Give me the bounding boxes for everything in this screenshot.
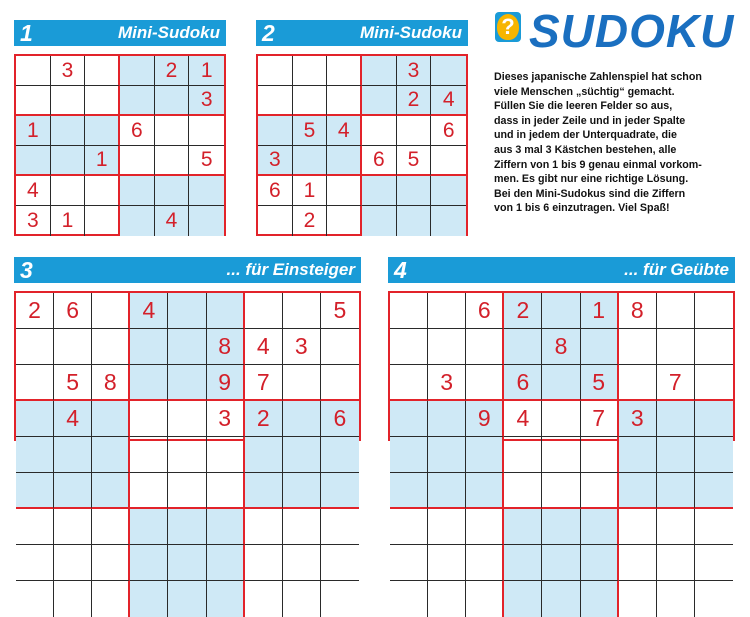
sudoku-cell[interactable] (657, 473, 695, 509)
sudoku-cell[interactable] (390, 437, 428, 473)
sudoku-cell[interactable] (92, 293, 130, 329)
sudoku-cell[interactable] (397, 176, 432, 206)
sudoku-cell[interactable] (542, 293, 580, 329)
sudoku-cell[interactable]: 4 (327, 116, 362, 146)
sudoku-cell[interactable] (245, 509, 283, 545)
sudoku-cell[interactable] (321, 473, 359, 509)
sudoku-cell[interactable] (283, 437, 321, 473)
sudoku-cell[interactable]: 3 (189, 86, 224, 116)
sudoku-cell[interactable] (189, 206, 224, 236)
sudoku-cell[interactable] (695, 365, 733, 401)
sudoku-cell[interactable] (362, 116, 397, 146)
sudoku-cell[interactable] (51, 146, 86, 176)
sudoku-cell[interactable] (428, 545, 466, 581)
puzzle-3-title: ... für Einsteiger (226, 260, 355, 279)
puzzle-2-grid (256, 54, 468, 236)
sudoku-cell[interactable] (431, 146, 466, 176)
sudoku-cell[interactable] (54, 437, 92, 473)
sudoku-cell[interactable]: 7 (657, 365, 695, 401)
sudoku-cell[interactable]: 3 (258, 146, 293, 176)
sudoku-cell[interactable] (321, 329, 359, 365)
sudoku-cell[interactable] (54, 509, 92, 545)
sudoku-cell[interactable] (130, 437, 168, 473)
sudoku-cell[interactable]: 4 (245, 329, 283, 365)
sudoku-cell[interactable] (168, 293, 206, 329)
sudoku-cell[interactable] (293, 56, 328, 86)
sudoku-cell[interactable] (695, 581, 733, 617)
sudoku-cell[interactable] (258, 206, 293, 236)
sudoku-cell[interactable] (189, 176, 224, 206)
sudoku-cell[interactable] (581, 437, 619, 473)
sudoku-cell[interactable] (431, 176, 466, 206)
sudoku-cell[interactable] (504, 509, 542, 545)
sudoku-cell[interactable] (155, 146, 190, 176)
sudoku-cell[interactable] (120, 146, 155, 176)
sudoku-cell[interactable] (428, 293, 466, 329)
sudoku-cell[interactable] (85, 116, 120, 146)
sudoku-cell[interactable] (54, 473, 92, 509)
sudoku-cell[interactable] (657, 509, 695, 545)
sudoku-cell[interactable]: 2 (397, 86, 432, 116)
sudoku-cell[interactable] (92, 401, 130, 437)
sudoku-cell[interactable] (390, 545, 428, 581)
sudoku-cell[interactable] (428, 329, 466, 365)
sudoku-cell[interactable] (85, 176, 120, 206)
sudoku-cell[interactable] (619, 365, 657, 401)
sudoku-cell[interactable] (581, 545, 619, 581)
sudoku-cell[interactable]: 2 (245, 401, 283, 437)
sudoku-cell[interactable] (466, 509, 504, 545)
sudoku-cell[interactable] (390, 509, 428, 545)
sudoku-cell[interactable] (695, 509, 733, 545)
puzzle-2-number: 2 (262, 20, 275, 46)
sudoku-cell[interactable] (581, 509, 619, 545)
sudoku-cell[interactable] (321, 509, 359, 545)
sudoku-cell[interactable] (431, 206, 466, 236)
sudoku-cell[interactable] (466, 329, 504, 365)
sudoku-cell[interactable] (130, 365, 168, 401)
sudoku-cell[interactable]: 4 (155, 206, 190, 236)
sudoku-cell[interactable] (168, 365, 206, 401)
sudoku-cell[interactable] (327, 176, 362, 206)
sudoku-cell[interactable]: 1 (16, 116, 51, 146)
sudoku-cell[interactable] (155, 176, 190, 206)
sudoku-cell[interactable] (619, 437, 657, 473)
sudoku-cell[interactable]: 1 (581, 293, 619, 329)
puzzle-4-number: 4 (394, 257, 407, 283)
sudoku-cell[interactable] (51, 176, 86, 206)
sudoku-cell[interactable] (120, 56, 155, 86)
sudoku-cell[interactable] (542, 365, 580, 401)
sudoku-cell[interactable] (695, 401, 733, 437)
sudoku-cell[interactable] (130, 581, 168, 617)
sudoku-cell[interactable] (92, 581, 130, 617)
sudoku-cell[interactable] (327, 56, 362, 86)
sudoku-cell[interactable] (695, 293, 733, 329)
sudoku-cell[interactable] (327, 86, 362, 116)
puzzle-3-header (14, 257, 361, 283)
sudoku-cell[interactable]: 6 (466, 293, 504, 329)
sudoku-cell[interactable]: 3 (283, 329, 321, 365)
sudoku-cell[interactable] (390, 473, 428, 509)
sudoku-cell[interactable]: 8 (207, 329, 245, 365)
sudoku-cell[interactable]: 4 (504, 401, 542, 437)
sudoku-cell[interactable] (390, 581, 428, 617)
sudoku-cell[interactable] (542, 545, 580, 581)
sudoku-cell[interactable]: 8 (619, 293, 657, 329)
sudoku-cell[interactable] (16, 581, 54, 617)
sudoku-cell[interactable] (54, 581, 92, 617)
sudoku-cell[interactable]: 7 (245, 365, 283, 401)
sudoku-cell[interactable] (327, 206, 362, 236)
sudoku-cell[interactable] (657, 401, 695, 437)
sudoku-cell[interactable]: 6 (362, 146, 397, 176)
sudoku-cell[interactable]: 2 (16, 293, 54, 329)
sudoku-cell[interactable] (321, 581, 359, 617)
sudoku-cell[interactable] (245, 581, 283, 617)
sudoku-cell[interactable] (362, 176, 397, 206)
sudoku-cell[interactable]: 4 (431, 86, 466, 116)
sudoku-cell[interactable] (120, 86, 155, 116)
sudoku-cell[interactable] (207, 545, 245, 581)
sudoku-cell[interactable] (51, 86, 86, 116)
sudoku-cell[interactable] (130, 329, 168, 365)
sudoku-cell[interactable] (542, 581, 580, 617)
sudoku-cell[interactable]: 5 (581, 365, 619, 401)
puzzle-4-title: ... für Geübte (624, 260, 729, 279)
sudoku-cell[interactable] (207, 509, 245, 545)
sudoku-cell[interactable]: 4 (130, 293, 168, 329)
sudoku-cell[interactable] (245, 473, 283, 509)
sudoku-cell[interactable] (168, 473, 206, 509)
sudoku-cell[interactable] (245, 437, 283, 473)
sudoku-cell[interactable] (362, 56, 397, 86)
puzzle-1-title: Mini-Sudoku (118, 23, 220, 42)
sudoku-cell[interactable]: 8 (542, 329, 580, 365)
sudoku-cell[interactable] (327, 146, 362, 176)
sudoku-cell[interactable] (130, 473, 168, 509)
sudoku-cell[interactable] (390, 293, 428, 329)
sudoku-cell[interactable] (321, 437, 359, 473)
sudoku-cell[interactable] (120, 206, 155, 236)
sudoku-cell[interactable]: 1 (189, 56, 224, 86)
sudoku-cell[interactable] (619, 581, 657, 617)
sudoku-cell[interactable] (92, 509, 130, 545)
sudoku-cell[interactable]: 2 (293, 206, 328, 236)
puzzle-1-number: 1 (20, 20, 33, 46)
sudoku-cell[interactable]: 9 (466, 401, 504, 437)
sudoku-cell[interactable] (504, 581, 542, 617)
sudoku-cell[interactable] (283, 365, 321, 401)
sudoku-cell[interactable] (542, 509, 580, 545)
sudoku-cell[interactable] (155, 116, 190, 146)
sudoku-cell[interactable]: 3 (397, 56, 432, 86)
sudoku-cell[interactable] (283, 473, 321, 509)
sudoku-cell[interactable] (695, 437, 733, 473)
sudoku-cell[interactable]: 3 (16, 206, 51, 236)
sudoku-cell[interactable] (283, 509, 321, 545)
sudoku-cell[interactable] (657, 581, 695, 617)
sudoku-cell[interactable]: 6 (504, 365, 542, 401)
sudoku-cell[interactable] (362, 86, 397, 116)
sudoku-cell[interactable] (207, 293, 245, 329)
sudoku-cell[interactable] (542, 437, 580, 473)
sudoku-cell[interactable] (390, 329, 428, 365)
sudoku-cell[interactable]: 5 (321, 293, 359, 329)
sudoku-cell[interactable] (466, 545, 504, 581)
sudoku-cell[interactable]: 6 (54, 293, 92, 329)
sudoku-cell[interactable] (130, 545, 168, 581)
sudoku-cell[interactable] (542, 401, 580, 437)
sudoku-cell[interactable] (504, 473, 542, 509)
puzzle-4-header (388, 257, 735, 283)
sudoku-cell[interactable]: 4 (54, 401, 92, 437)
sudoku-cell[interactable] (155, 86, 190, 116)
sudoku-cell[interactable]: 6 (431, 116, 466, 146)
sudoku-cell[interactable] (168, 509, 206, 545)
sudoku-cell[interactable] (16, 509, 54, 545)
sudoku-cell[interactable] (657, 293, 695, 329)
sudoku-cell[interactable] (695, 329, 733, 365)
sudoku-cell[interactable]: 5 (189, 146, 224, 176)
sudoku-cell[interactable] (54, 545, 92, 581)
sudoku-cell[interactable]: 6 (258, 176, 293, 206)
sudoku-cell[interactable] (504, 437, 542, 473)
question-mark-icon: ? (495, 12, 521, 42)
sudoku-cell[interactable] (16, 86, 51, 116)
sudoku-cell[interactable]: 2 (504, 293, 542, 329)
sudoku-cell[interactable] (581, 473, 619, 509)
puzzle-3-grid (14, 291, 361, 441)
sudoku-cell[interactable] (390, 365, 428, 401)
sudoku-cell[interactable] (16, 146, 51, 176)
sudoku-cell[interactable] (466, 581, 504, 617)
sudoku-cell[interactable] (293, 146, 328, 176)
sudoku-cell[interactable] (293, 86, 328, 116)
sudoku-cell[interactable] (168, 401, 206, 437)
sudoku-cell[interactable] (168, 581, 206, 617)
sudoku-cell[interactable] (504, 329, 542, 365)
sudoku-cell[interactable] (130, 509, 168, 545)
sudoku-cell[interactable] (428, 401, 466, 437)
sudoku-cell[interactable] (207, 437, 245, 473)
sudoku-cell[interactable] (54, 329, 92, 365)
sudoku-cell[interactable] (397, 116, 432, 146)
sudoku-cell[interactable] (130, 401, 168, 437)
sudoku-cell[interactable] (258, 56, 293, 86)
sudoku-cell[interactable]: 3 (207, 401, 245, 437)
sudoku-cell[interactable] (258, 116, 293, 146)
sudoku-cell[interactable]: 1 (293, 176, 328, 206)
puzzle-4-grid (388, 291, 735, 441)
sudoku-cell[interactable] (85, 86, 120, 116)
sudoku-cell[interactable] (85, 56, 120, 86)
sudoku-cell[interactable] (168, 437, 206, 473)
sudoku-cell[interactable] (321, 365, 359, 401)
sudoku-cell[interactable] (51, 116, 86, 146)
sudoku-cell[interactable] (120, 176, 155, 206)
sudoku-cell[interactable] (428, 509, 466, 545)
sudoku-cell[interactable]: 2 (155, 56, 190, 86)
puzzle-1-header (14, 20, 226, 46)
sudoku-cell[interactable]: 7 (581, 401, 619, 437)
sudoku-cell[interactable] (16, 401, 54, 437)
sudoku-cell[interactable] (16, 365, 54, 401)
sudoku-cell[interactable] (466, 365, 504, 401)
sudoku-cell[interactable] (92, 329, 130, 365)
sudoku-logo (491, 2, 741, 62)
sudoku-cell[interactable] (581, 329, 619, 365)
sudoku-cell[interactable] (168, 545, 206, 581)
sudoku-cell[interactable]: 1 (85, 146, 120, 176)
sudoku-cell[interactable]: 6 (321, 401, 359, 437)
sudoku-cell[interactable] (397, 206, 432, 236)
sudoku-cell[interactable] (283, 401, 321, 437)
sudoku-cell[interactable] (657, 329, 695, 365)
sudoku-cell[interactable] (207, 581, 245, 617)
sudoku-cell[interactable] (283, 581, 321, 617)
sudoku-cell[interactable] (283, 545, 321, 581)
sudoku-cell[interactable]: 3 (619, 401, 657, 437)
sudoku-cell[interactable] (16, 473, 54, 509)
sudoku-cell[interactable] (431, 56, 466, 86)
sudoku-cell[interactable] (428, 437, 466, 473)
puzzle-1-grid (14, 54, 226, 236)
sudoku-cell[interactable] (619, 473, 657, 509)
sudoku-cell[interactable] (168, 329, 206, 365)
sudoku-cell[interactable] (362, 206, 397, 236)
sudoku-cell[interactable] (92, 545, 130, 581)
sudoku-cell[interactable] (258, 86, 293, 116)
sudoku-cell[interactable]: 3 (51, 56, 86, 86)
sudoku-cell[interactable] (466, 473, 504, 509)
sudoku-cell[interactable] (92, 473, 130, 509)
puzzle-2-header (256, 20, 468, 46)
sudoku-cell[interactable] (504, 545, 542, 581)
sudoku-cell[interactable] (619, 545, 657, 581)
sudoku-cell[interactable]: 5 (54, 365, 92, 401)
instructions-text: Dieses japanische Zahlenspiel hat schon viele Menschen „süchtig“ gemacht. Füllen Sie die leeren Felder so aus, dass in jeder Zeile und in jeder Spalte und in jedem der Unterquadrate, die aus 3 mal 3 Kästchen bestehen, alle Ziffern von 1 bis 9 genau einmal vorkom- men. Es gibt nur eine richtige Lösung. Bei den Mini-Sudokus sind die Ziffern von 1 bis 6 einzutragen. Viel Spaß! (494, 71, 702, 215)
sudoku-cell[interactable] (619, 329, 657, 365)
sudoku-cell[interactable]: 9 (207, 365, 245, 401)
sudoku-cell[interactable] (245, 293, 283, 329)
sudoku-cell[interactable] (390, 401, 428, 437)
sudoku-cell[interactable] (428, 581, 466, 617)
sudoku-cell[interactable] (657, 437, 695, 473)
sudoku-cell[interactable] (466, 437, 504, 473)
sudoku-cell[interactable] (16, 545, 54, 581)
sudoku-cell[interactable] (189, 116, 224, 146)
sudoku-cell[interactable] (245, 545, 283, 581)
sudoku-cell[interactable]: 8 (92, 365, 130, 401)
sudoku-cell[interactable]: 3 (428, 365, 466, 401)
sudoku-cell[interactable]: 6 (120, 116, 155, 146)
sudoku-cell[interactable]: 1 (51, 206, 86, 236)
sudoku-cell[interactable] (619, 509, 657, 545)
sudoku-cell[interactable] (695, 473, 733, 509)
sudoku-cell[interactable] (428, 473, 466, 509)
sudoku-cell[interactable] (542, 473, 580, 509)
sudoku-cell[interactable] (207, 473, 245, 509)
puzzle-2-title: Mini-Sudoku (360, 23, 462, 42)
logo-text: SUDOKU (529, 5, 735, 57)
puzzle-3-number: 3 (20, 257, 33, 283)
sudoku-cell[interactable]: 5 (397, 146, 432, 176)
sudoku-cell[interactable] (321, 545, 359, 581)
sudoku-cell[interactable]: 4 (16, 176, 51, 206)
sudoku-cell[interactable] (581, 581, 619, 617)
sudoku-cell[interactable] (16, 56, 51, 86)
sudoku-cell[interactable] (92, 437, 130, 473)
sudoku-cell[interactable] (85, 206, 120, 236)
sudoku-cell[interactable] (283, 293, 321, 329)
sudoku-cell[interactable] (16, 437, 54, 473)
sudoku-cell[interactable]: 5 (293, 116, 328, 146)
sudoku-cell[interactable] (16, 329, 54, 365)
sudoku-cell[interactable] (657, 545, 695, 581)
sudoku-cell[interactable] (695, 545, 733, 581)
